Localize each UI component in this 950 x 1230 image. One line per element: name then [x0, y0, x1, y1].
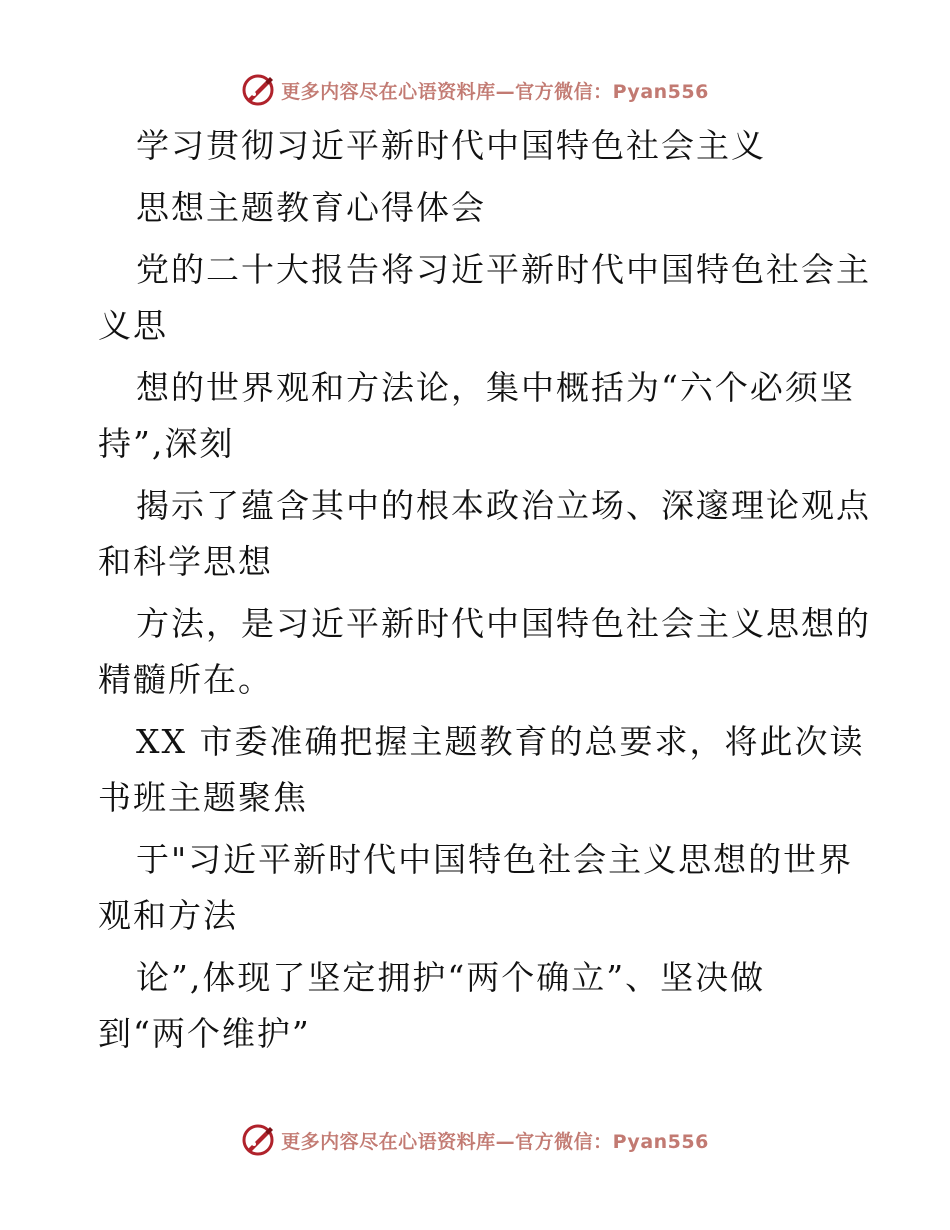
paragraph-line: 精髓所在。 — [98, 660, 273, 699]
pen-logo-icon — [241, 73, 275, 107]
paragraph-line: 义思 — [98, 306, 168, 345]
title-line-2: 思想主题教育心得体会 — [136, 188, 486, 227]
footer-banner — [0, 1120, 950, 1160]
footer-banner-text: 更多内容尽在心语资料库—官方微信：Pyan556 — [281, 1130, 709, 1153]
pen-logo-icon — [241, 1123, 275, 1157]
paragraph-line: 方法，是习近平新时代中国特色社会主义思想的 — [136, 604, 871, 643]
title-line-1: 学习贯彻习近平新时代中国特色社会主义 — [136, 126, 766, 165]
header-banner-text: 更多内容尽在心语资料库—官方微信：Pyan556 — [281, 80, 709, 103]
paragraph-line: 党的二十大报告将习近平新时代中国特色社会主 — [136, 250, 871, 289]
paragraph-line: 想的世界观和方法论，集中概括为“六个必须坚 — [136, 368, 855, 407]
paragraph-line: 论”,体现了坚定拥护“两个确立”、坚决做 — [136, 958, 766, 997]
paragraph-line: XX 市委准确把握主题教育的总要求，将此次读 — [136, 722, 865, 761]
paragraph-line: 揭示了蕴含其中的根本政治立场、深邃理论观点 — [136, 486, 871, 525]
header-banner — [0, 70, 950, 110]
paragraph-line: 于"习近平新时代中国特色社会主义思想的世界 — [136, 840, 854, 879]
paragraph-line: 和科学思想 — [98, 542, 273, 581]
paragraph-line: 持”,深刻 — [98, 424, 235, 463]
paragraph-line: 观和方法 — [98, 896, 238, 935]
document-body — [98, 118, 871, 1062]
paragraph-line: 到“两个维护” — [98, 1014, 311, 1053]
paragraph-line: 书班主题聚焦 — [98, 778, 308, 817]
